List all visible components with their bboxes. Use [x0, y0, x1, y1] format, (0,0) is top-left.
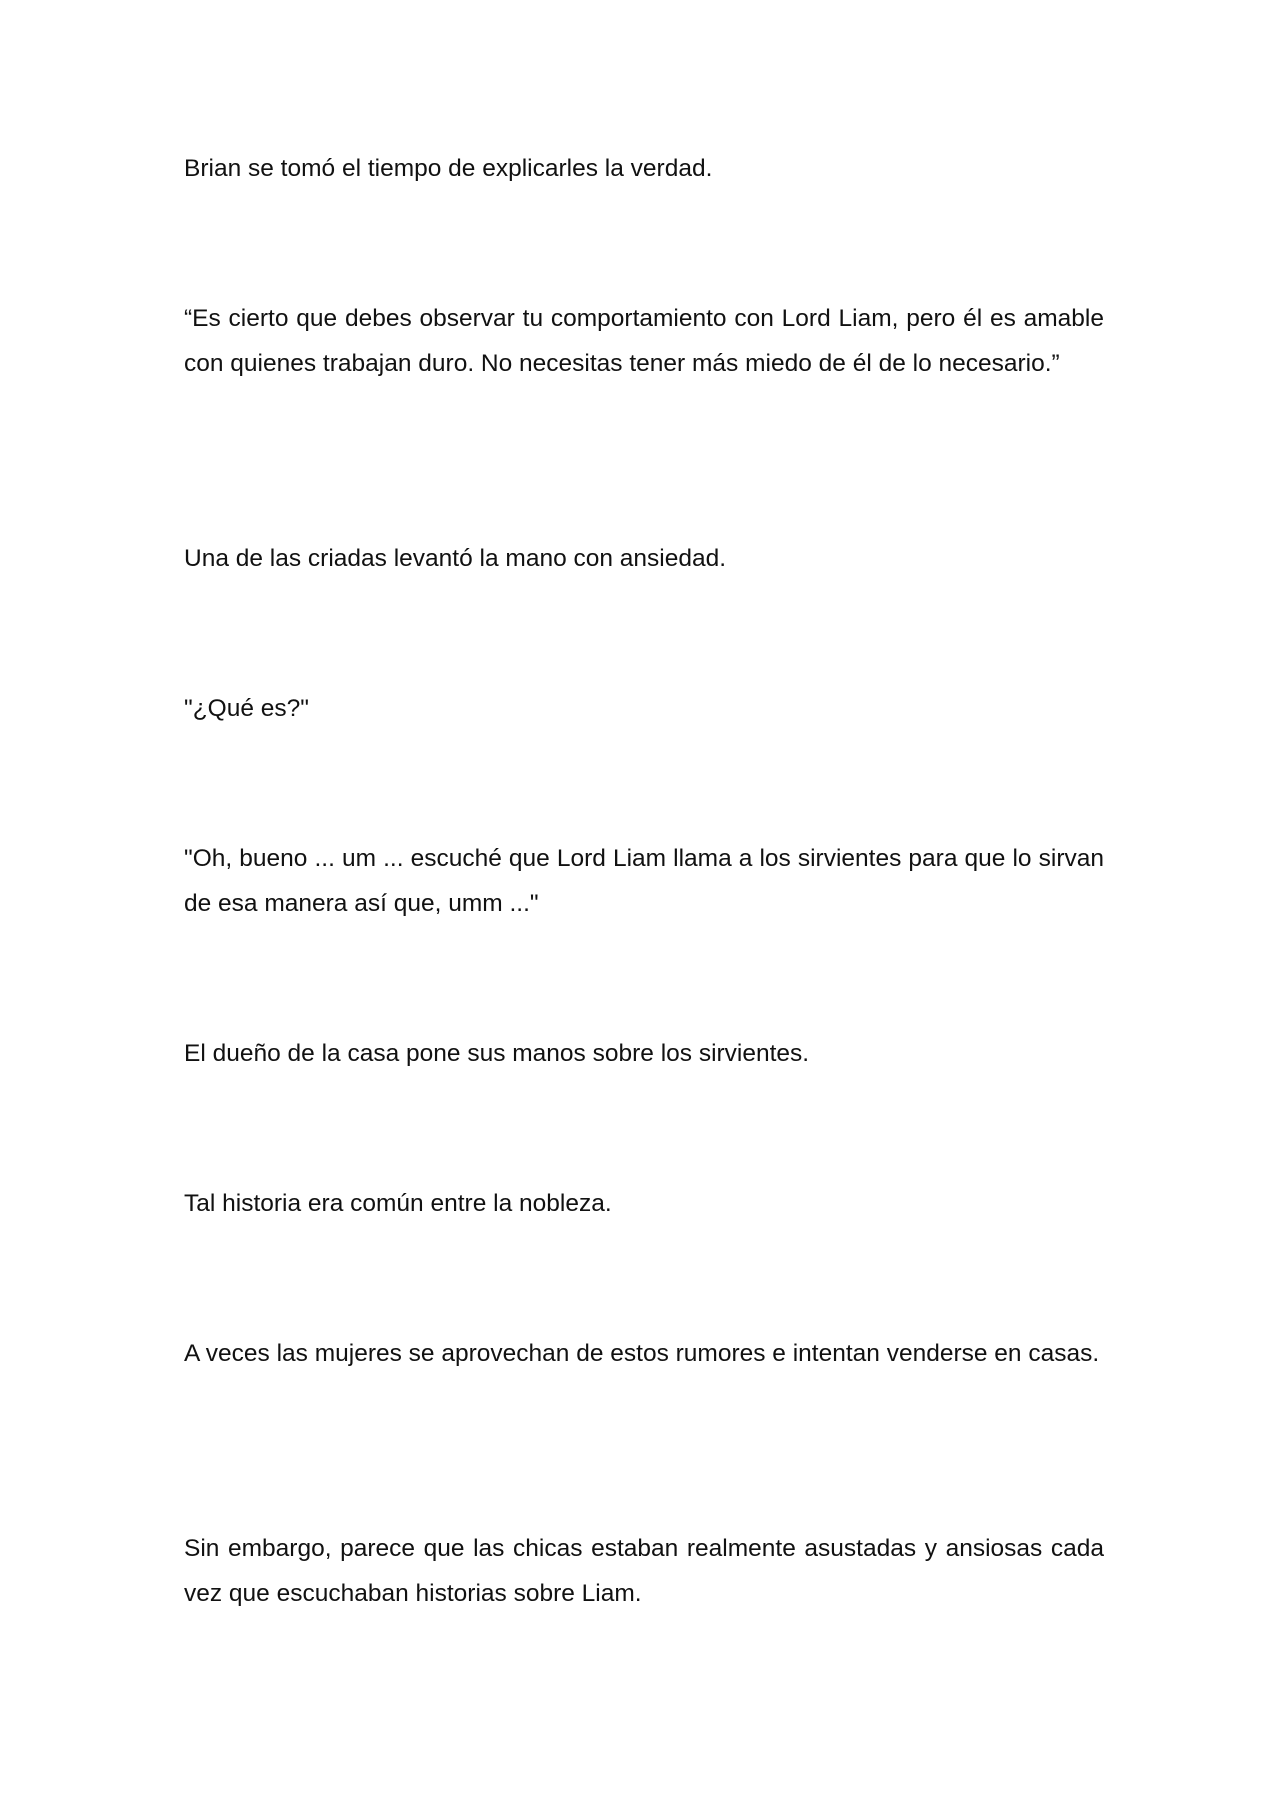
paragraph-5: "Oh, bueno ... um ... escuché que Lord Liam llama a los sirvientes para que lo sirvan de esa manera así que, umm ..."	[184, 845, 1104, 917]
paragraph-3: Una de las criadas levantó la mano con ansiedad.	[184, 545, 727, 572]
paragraph-7: Tal historia era común entre la nobleza.	[184, 1190, 612, 1217]
paragraph-8: A veces las mujeres se aprovechan de estos rumores e intentan venderse en casas.	[184, 1340, 1100, 1367]
paragraph-4: "¿Qué es?"	[184, 695, 309, 722]
paragraph-6: El dueño de la casa pone sus manos sobre los sirvientes.	[184, 1040, 810, 1067]
paragraph-2: “Es cierto que debes observar tu comportamiento con Lord Liam, pero él es amable con quienes trabajan duro. No necesitas tener más miedo de él de lo necesario.”	[184, 305, 1104, 377]
paragraph-1: Brian se tomó el tiempo de explicarles la verdad.	[184, 155, 713, 182]
paragraph-9: Sin embargo, parece que las chicas estaban realmente asustadas y ansiosas cada vez que escuchaban historias sobre Liam.	[184, 1535, 1104, 1607]
